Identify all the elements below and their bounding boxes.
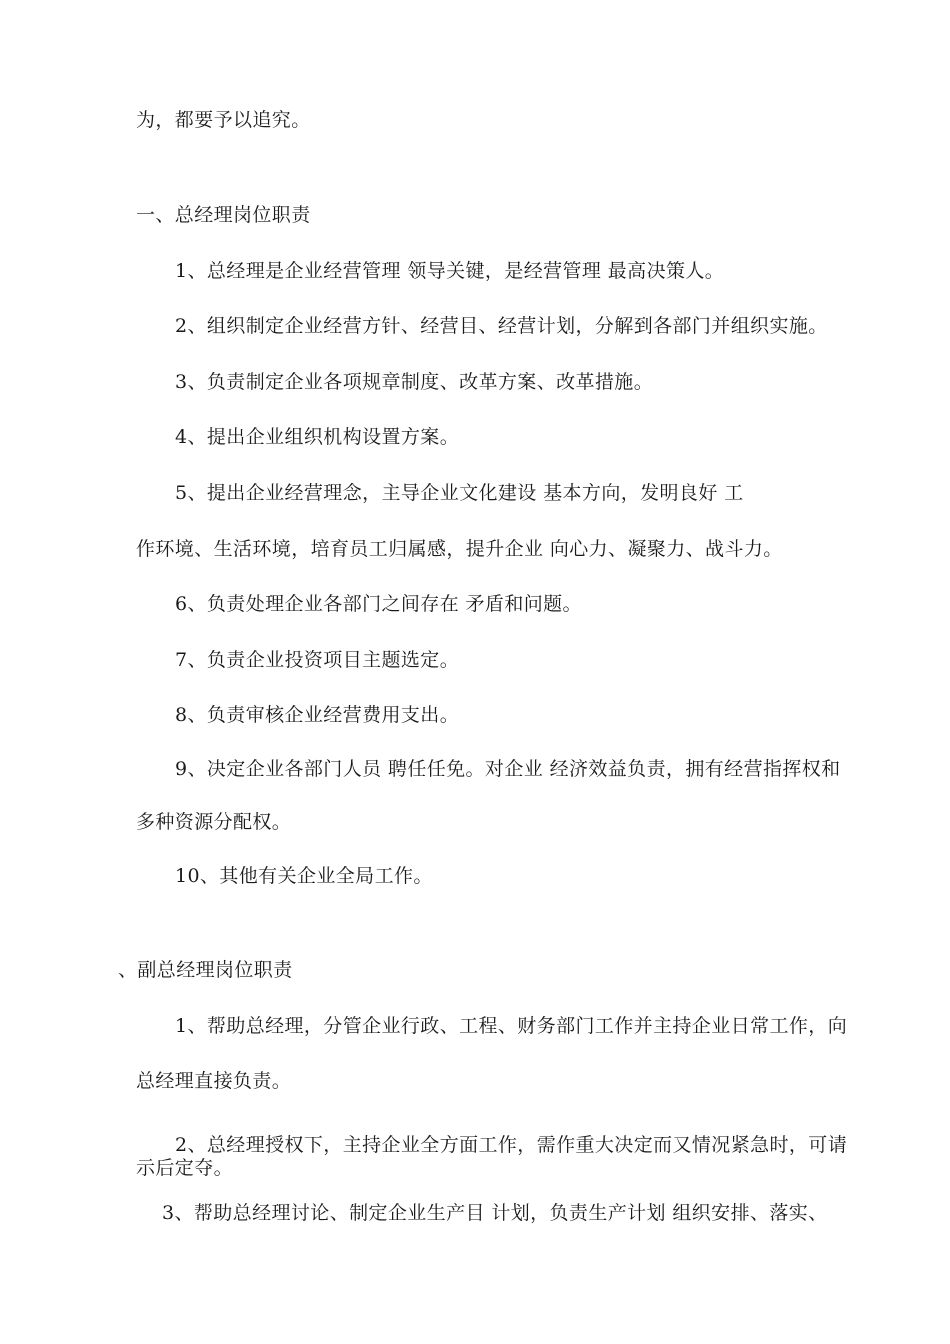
text-line: 3、帮助总经理讨论、制定企业生产目 计划，负责生产计划 组织安排、落实、 bbox=[162, 1202, 828, 1224]
text-line: 6、负责处理企业各部门之间存在 矛盾和问题。 bbox=[175, 593, 582, 615]
section-heading: 、副总经理岗位职责 bbox=[118, 959, 293, 981]
text-line: 10、其他有关企业全局工作。 bbox=[175, 865, 433, 887]
text-line: 1、总经理是企业经营管理 领导关键，是经营管理 最高决策人。 bbox=[175, 260, 725, 282]
text-line: 为，都要予以追究。 bbox=[136, 109, 311, 131]
section-heading: 一、总经理岗位职责 bbox=[136, 204, 311, 226]
text-line: 示后定夺。 bbox=[136, 1157, 234, 1179]
text-line: 9、决定企业各部门人员 聘任任免。对企业 经济效益负责，拥有经营指挥权和 bbox=[175, 758, 841, 780]
text-line: 2、组织制定企业经营方针、经营目、经营计划，分解到各部门并组织实施。 bbox=[175, 315, 828, 337]
text-line: 5、提出企业经营理念，主导企业文化建设 基本方向，发明良好 工 bbox=[175, 482, 744, 504]
text-line: 2、总经理授权下，主持企业全方面工作，需作重大决定而又情况紧急时，可请 bbox=[175, 1134, 848, 1156]
text-line: 作环境、生活环境，培育员工归属感，提升企业 向心力、凝聚力、战斗力。 bbox=[136, 538, 783, 560]
text-line: 3、负责制定企业各项规章制度、改革方案、改革措施。 bbox=[175, 371, 654, 393]
text-line: 总经理直接负责。 bbox=[136, 1070, 292, 1092]
text-line: 1、帮助总经理，分管企业行政、工程、财务部门工作并主持企业日常工作，向 bbox=[175, 1015, 848, 1037]
text-line: 8、负责审核企业经营费用支出。 bbox=[175, 704, 460, 726]
text-line: 7、负责企业投资项目主题选定。 bbox=[175, 649, 460, 671]
text-line: 4、提出企业组织机构设置方案。 bbox=[175, 426, 460, 448]
text-line: 多种资源分配权。 bbox=[136, 811, 292, 833]
